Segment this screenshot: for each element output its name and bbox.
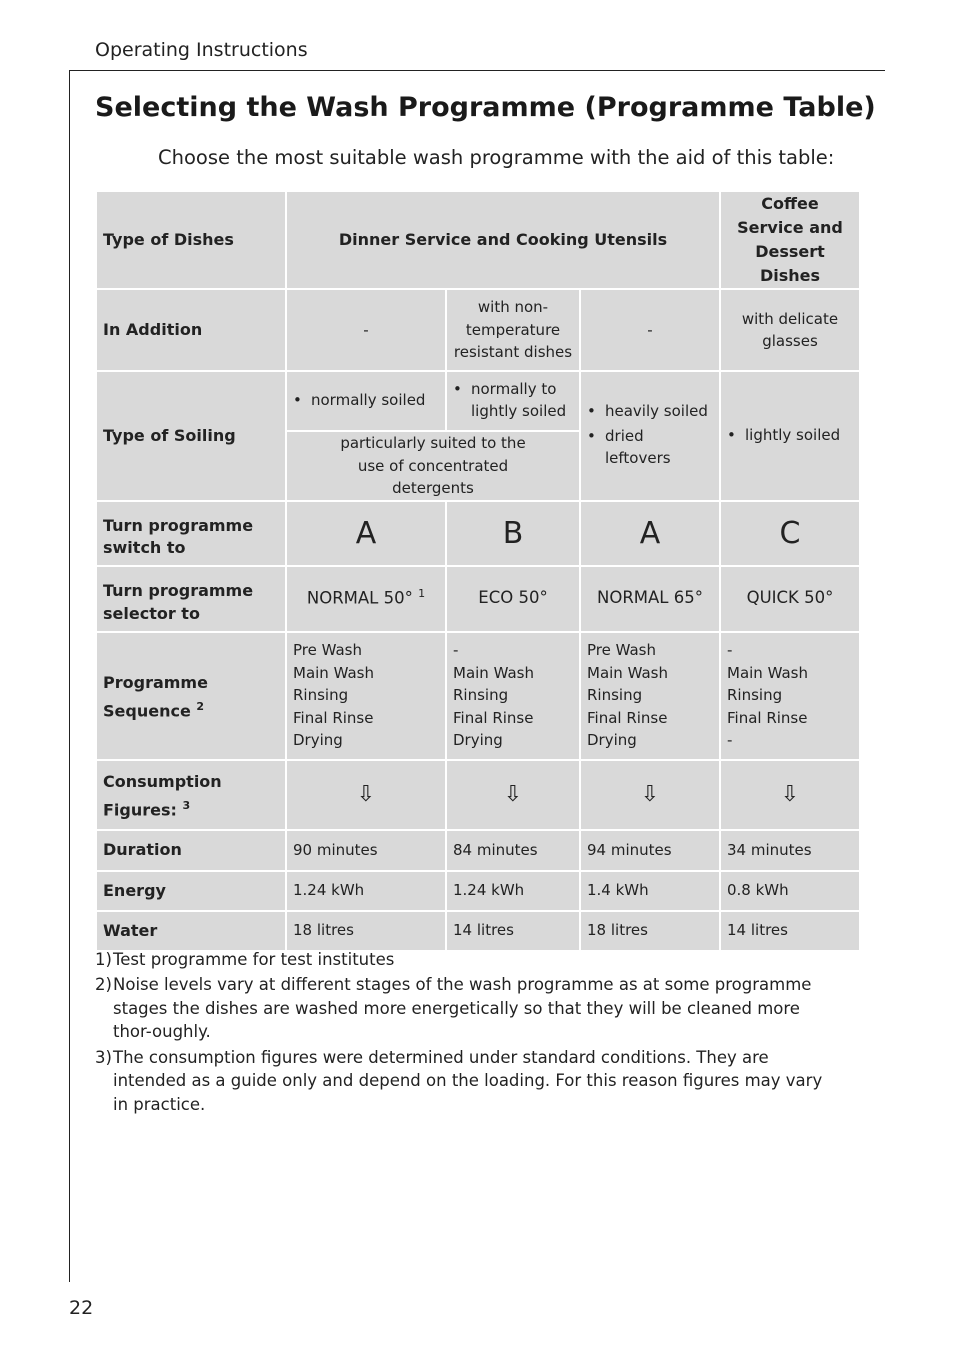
duration-value: 94 minutes [580, 830, 720, 871]
dinner-service-header: Dinner Service and Cooking Utensils [286, 191, 720, 289]
selector-value: NORMAL 65° [580, 566, 720, 632]
page-title: Selecting the Wash Programme (Programme Table) [95, 92, 876, 123]
duration-value: 34 minutes [720, 830, 860, 871]
footnotes [95, 948, 835, 1118]
water-value: 14 litres [446, 911, 580, 951]
row-label-duration: Duration [96, 830, 286, 871]
row-programme-selector [96, 566, 860, 632]
soiling-item: • normally to lightly soiled [453, 379, 567, 420]
row-label-programme-sequence: Programme Sequence $^2$ [96, 632, 286, 760]
energy-value: 1.4 kWh [580, 871, 720, 911]
energy-value: 0.8 kWh [720, 871, 860, 911]
down-arrow-icon: ⇩ [503, 782, 523, 807]
row-water [96, 911, 860, 951]
water-value: 18 litres [580, 911, 720, 951]
selector-value: QUICK 50° [720, 566, 860, 632]
down-arrow-icon: ⇩ [780, 782, 800, 807]
soiling-item: • normally soiled [293, 390, 426, 409]
row-programme-switch [96, 501, 860, 566]
soiling-item: • lightly soiled [727, 425, 841, 444]
in-addition-cell: - [580, 289, 720, 371]
soiling-item: • dried leftovers [587, 426, 671, 467]
row-energy [96, 871, 860, 911]
row-label-consumption-figures: Consumption Figures: $^3$ [96, 760, 286, 830]
row-label-programme-selector: Turn programme selector to [96, 566, 286, 632]
row-consumption-figures [96, 760, 860, 830]
water-value: 18 litres [286, 911, 446, 951]
down-arrow-icon: ⇩ [356, 782, 376, 807]
row-in-addition [96, 289, 860, 371]
row-label-energy: Energy [96, 871, 286, 911]
duration-value: 84 minutes [446, 830, 580, 871]
margin-rule [69, 70, 70, 1282]
water-value: 14 litres [720, 911, 860, 951]
switch-letter: A [580, 501, 720, 566]
soiling-cell [580, 371, 720, 501]
footnote: 2) Noise levels vary at different stages of the wash programme as at some programme stages the dishes are washed more energetically so that they will be cleaned more thor-oughly. [95, 975, 812, 1042]
page-number: 22 [69, 1297, 94, 1319]
row-label-type-of-dishes: Type of Dishes [96, 191, 286, 289]
in-addition-cell: with delicate glasses [720, 289, 860, 371]
in-addition-cell: with non-temperature resistant dishes [446, 289, 580, 371]
programme-table [95, 190, 861, 952]
energy-value: 1.24 kWh [446, 871, 580, 911]
sequence-cell: - Main Wash Rinsing Final Rinse Drying [446, 632, 580, 760]
soiling-cell [720, 371, 860, 501]
intro-text: Choose the most suitable wash programme with the aid of this table: [158, 146, 835, 169]
energy-value: 1.24 kWh [286, 871, 446, 911]
footnote: 1) Test programme for test institutes [95, 950, 395, 969]
selector-value: NORMAL 50° $^1$ [286, 566, 446, 632]
row-duration [96, 830, 860, 871]
duration-value: 90 minutes [286, 830, 446, 871]
switch-letter: A [286, 501, 446, 566]
soiling-cell [446, 371, 580, 431]
coffee-service-header: Coffee Service and Dessert Dishes [720, 191, 860, 289]
row-type-of-soiling [96, 371, 860, 431]
switch-letter: B [446, 501, 580, 566]
sequence-cell: Pre Wash Main Wash Rinsing Final Rinse Drying [286, 632, 446, 760]
row-label-programme-switch: Turn programme switch to [96, 501, 286, 566]
header-rule [69, 70, 885, 71]
row-label-in-addition: In Addition [96, 289, 286, 371]
switch-letter: C [720, 501, 860, 566]
in-addition-cell: - [286, 289, 446, 371]
footnote: 3) The consumption figures were determined under standard conditions. They are intended as a guide only and depend on the loading. For this reason figures may vary in practice. [95, 1047, 823, 1114]
soiling-item: • heavily soiled [587, 402, 708, 420]
down-arrow-icon: ⇩ [640, 782, 660, 807]
concentrated-detergent-note: particularly suited to the use of concentrated detergents [286, 431, 580, 501]
row-label-water: Water [96, 911, 286, 951]
row-programme-sequence [96, 632, 860, 760]
sequence-cell: Pre Wash Main Wash Rinsing Final Rinse Drying [580, 632, 720, 760]
soiling-cell [286, 371, 446, 431]
row-type-of-dishes [96, 191, 860, 289]
running-header: Operating Instructions [95, 39, 308, 61]
row-label-type-of-soiling: Type of Soiling [96, 371, 286, 501]
sequence-cell: - Main Wash Rinsing Final Rinse - [720, 632, 860, 760]
selector-value: ECO 50° [446, 566, 580, 632]
